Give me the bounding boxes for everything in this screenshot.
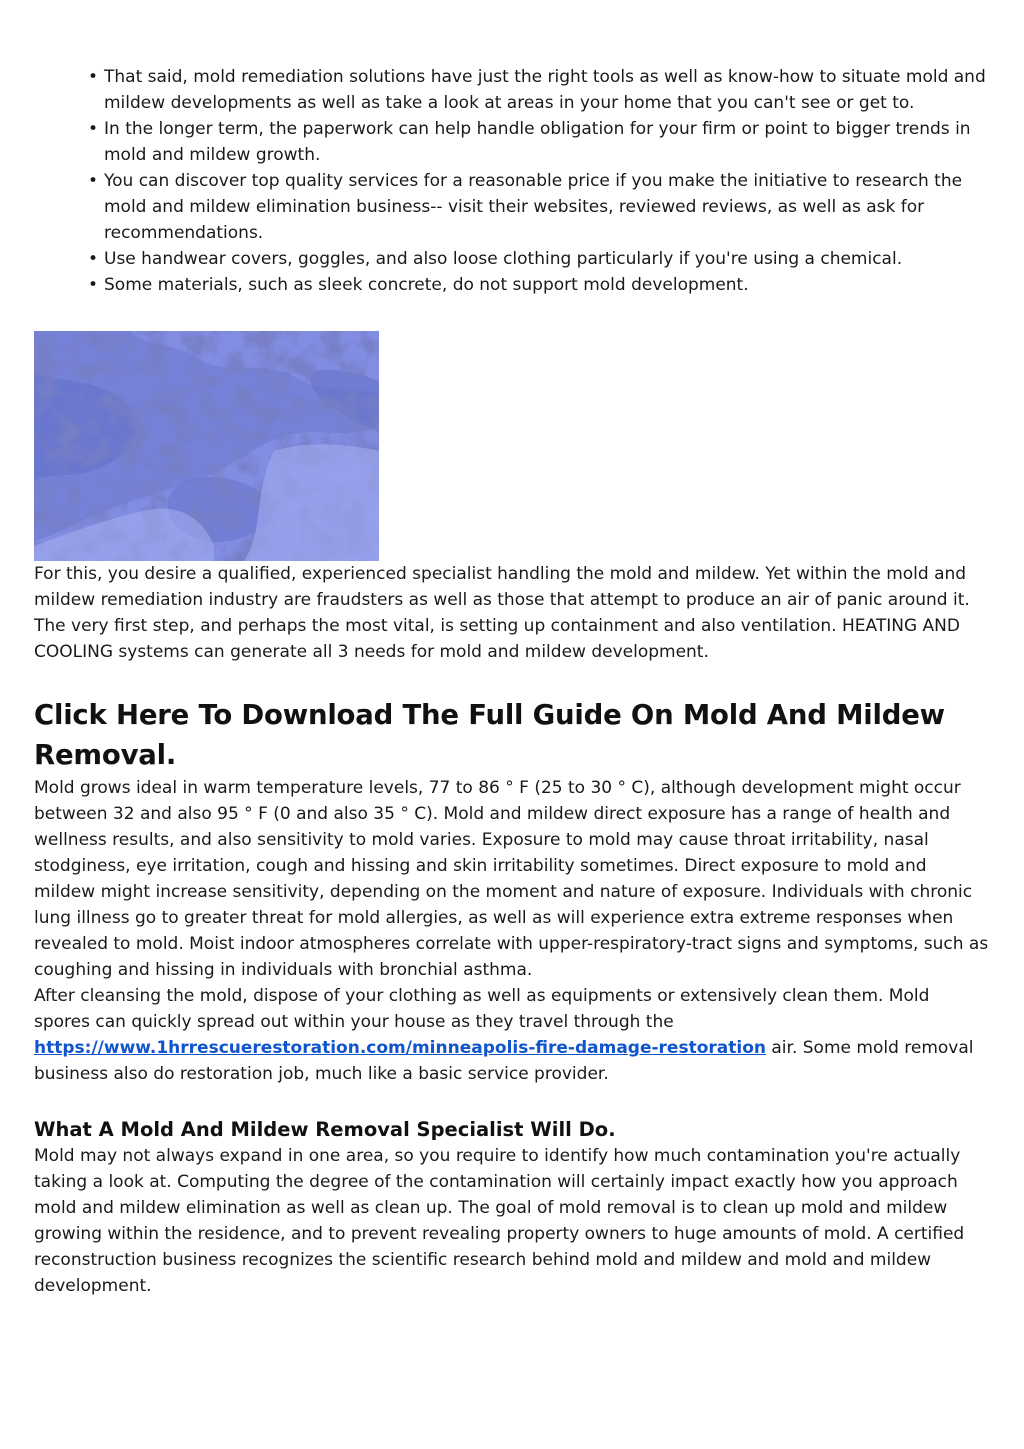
paragraph-cleaning [34,983,990,1087]
bullet-item: • Some materials, such as sleek concrete, do not support mold development. [104,272,990,298]
section-heading: What A Mold And Mildew Removal Specialist Will Do. [34,1118,616,1141]
bullet-item: • That said, mold remediation solutions have just the right tools as well as know-how to situate mold and mildew developments as well as take a look at areas in your home that you can't see or get to. [104,64,990,116]
paragraph-cleaning-text-before: After cleansing the mold, dispose of your clothing as well as equipments or extensively clean them. Mold spores can quickly spread out within your house as they travel through the [34,986,930,1032]
mold-photo-graphic [34,331,379,561]
paragraph-temperature: Mold grows ideal in warm temperature levels, 77 to 86 ° F (25 to 30 ° C), although development might occur between 32 and also 95 ° F (0 and also 35 ° C). Mold and mildew direct exposure has a range of health and wellness results, and also sensitivity to mold varies. Exposure to mold may cause throat irritability, nasal stodginess, eye irritation, cough and hissing and skin irritability sometimes. Direct exposure to mold and mildew might increase sensitivity, depending on the moment and nature of exposure. Individuals with chronic lung illness go to greater threat for mold allergies, as well as will experience extra extreme responses when revealed to mold. Moist indoor atmospheres correlate with upper-respiratory-tract signs and symptoms, such as coughing and hissing in individuals with bronchial asthma. [34,778,989,980]
bullet-item: • In the longer term, the paperwork can help handle obligation for your firm or point to bigger trends in mold and mildew growth. [104,116,990,168]
bullet-list [34,64,990,298]
bullet-item: • Use handwear covers, goggles, and also loose clothing particularly if you're using a chemical. [104,246,990,272]
document-page [34,64,990,1299]
paragraph-cleaning-text-after: air. Some mold removal business also do restoration job, much like a basic service provider. [34,1038,974,1084]
bullet-item: • You can discover top quality services for a reasonable price if you make the initiative to research the mold and mildew elimination business-- visit their websites, reviewed reviews, as well as ask for recommendations. [104,168,990,246]
paragraph-contamination: Mold may not always expand in one area, so you require to identify how much contamination you're actually taking a look at. Computing the degree of the contamination will certainly impact exactly how you approach mold and mildew elimination as well as clean up. The goal of mold removal is to clean up mold and mildew growing within the residence, and to prevent revealing property owners to huge amounts of mold. A certified reconstruction business recognizes the scientific research behind mold and mildew and mold and mildew development. [34,1146,965,1296]
download-guide-heading[interactable]: Click Here To Download The Full Guide On Mold And Mildew Removal. [34,699,945,771]
mold-photo [34,331,379,561]
restoration-link[interactable]: https://www.1hrrescuerestoration.com/minneapolis-fire-damage-restoration [34,1038,766,1058]
paragraph-intro: For this, you desire a qualified, experienced specialist handling the mold and mildew. Yet within the mold and mildew remediation industry are fraudsters as well as those that attempt to produce an air of panic around it. The very first step, and perhaps the most vital, is setting up containment and also ventilation. HEATING AND COOLING systems can generate all 3 needs for mold and mildew development. [34,564,970,662]
